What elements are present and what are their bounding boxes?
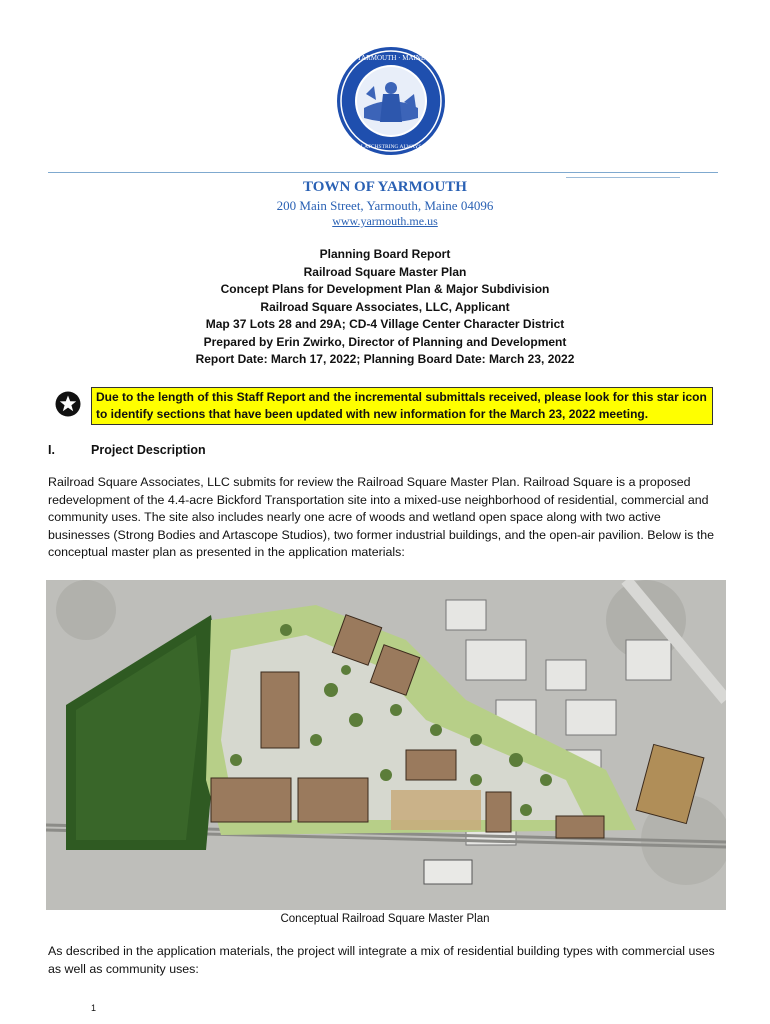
project-description-paragraph: Railroad Square Associates, LLC submits for review the Railroad Square Master Plan. Railroad Square is a proposed redevelopment of the 4.4-acre Bickford Transportation site into a mixed-use neighborhood of residential, commercial and community uses. The site also includes nearly one acre of woods and wetland open space along with two active businesses (Strong Bodies and Artascope Studios), two former industrial buildings, and the open-air pavilion. Below is the conceptual master plan as presented in the application materials: xyxy=(48,475,715,560)
town-seal-logo xyxy=(336,46,446,156)
letterhead-rule-short xyxy=(566,177,680,178)
town-address: 200 Main Street, Yarmouth, Maine 04096 xyxy=(276,198,494,213)
report-header-line: Railroad Square Master Plan xyxy=(303,264,467,279)
town-name: TOWN OF YARMOUTH xyxy=(303,179,467,195)
report-header xyxy=(0,246,770,369)
report-header-line: Concept Plans for Development Plan & Major Subdivision xyxy=(220,282,550,296)
section-number: I. xyxy=(48,443,55,457)
master-plan-figure xyxy=(46,580,726,910)
town-website-link[interactable]: www.yarmouth.me.us xyxy=(332,214,438,228)
svg-text:YARMOUTH · MAINE: YARMOUTH · MAINE xyxy=(356,54,426,62)
residential-mix-paragraph: As described in the application materials, the project will integrate a mix of residential building types with commercial uses as well as community uses: xyxy=(48,944,715,976)
star-icon xyxy=(55,391,81,417)
report-header-line: Prepared by Erin Zwirko, Director of Planning and Development xyxy=(203,334,567,349)
report-header-line: Railroad Square Associates, LLC, Applicant xyxy=(260,299,510,314)
report-header-line: Map 37 Lots 28 and 29A; CD-4 Village Center Character District xyxy=(205,317,565,331)
letterhead-rule xyxy=(48,172,718,173)
report-header-line: Report Date: March 17, 2022; Planning Board Date: March 23, 2022 xyxy=(195,352,575,366)
section-title: Project Description xyxy=(91,443,206,457)
update-notice-banner: Due to the length of this Staff Report and the incremental submittals received, please look for this star icon to identify sections that have been updated with new information for the March 23, 2022 meeting. xyxy=(91,387,713,425)
report-header-line: Planning Board Report xyxy=(319,247,451,261)
page-number: 1 xyxy=(91,1003,97,1013)
figure-caption: Conceptual Railroad Square Master Plan xyxy=(280,913,490,925)
svg-text:OUR LATCHSTRING ALWAYS OUT: OUR LATCHSTRING ALWAYS OUT xyxy=(347,144,435,150)
